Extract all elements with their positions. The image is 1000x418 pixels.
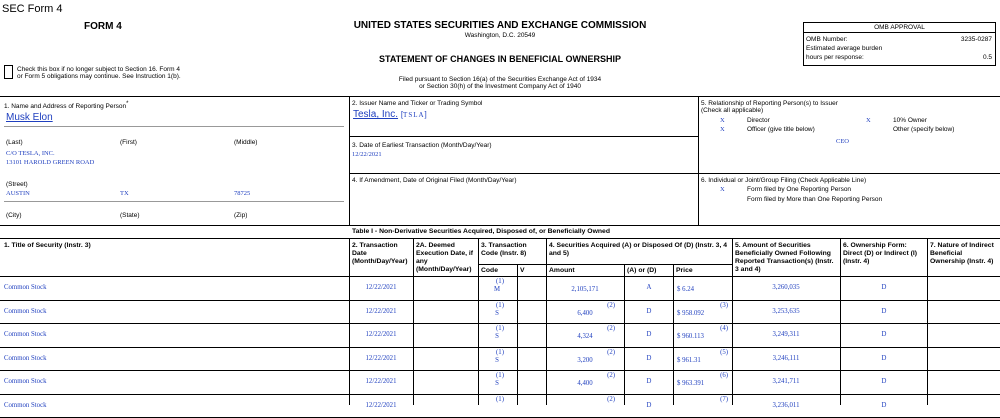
director-label: Director <box>747 117 770 124</box>
row-owned: 3,260,035 <box>772 284 800 291</box>
agency-city: Washington, D.C. 20549 <box>464 32 536 39</box>
middle-label: (Middle) <box>234 139 258 146</box>
row-code-footnote: (1) <box>496 278 504 285</box>
one-person-label: Form filed by One Reporting Person <box>747 186 852 193</box>
state-value: TX <box>120 190 129 197</box>
row-date: 12/22/2021 <box>365 354 397 362</box>
row-divider <box>0 370 1000 371</box>
section16-checkbox[interactable] <box>4 65 13 79</box>
owner-label: 10% Owner <box>893 117 927 124</box>
owner-mark: X <box>866 117 871 124</box>
zip-label: (Zip) <box>234 212 248 219</box>
row-owned: 3,246,111 <box>772 354 800 362</box>
row-price: $ 963.391 <box>677 380 705 387</box>
row-amount: 3,200 <box>577 356 593 364</box>
row-date: 12/22/2021 <box>365 284 397 291</box>
doc-label: SEC Form 4 <box>2 3 63 15</box>
col-v-sub: V <box>520 267 525 274</box>
zip-value: 78725 <box>234 190 251 197</box>
omb-number-label: OMB Number: <box>806 36 848 43</box>
omb-burden-label-1: Estimated average burden <box>806 45 883 52</box>
row-title: Common Stock <box>4 401 47 409</box>
row-owned: 3,236,011 <box>772 401 800 409</box>
row-code: M <box>493 286 501 293</box>
row-divider <box>0 300 1000 301</box>
box3-label: 3. Date of Earliest Transaction (Month/Day/Year) <box>352 142 492 149</box>
officer-title: CEO <box>836 138 849 145</box>
row-owned: 3,253,635 <box>772 307 800 315</box>
row-divider <box>0 323 1000 324</box>
last-label: (Last) <box>6 139 23 146</box>
row-owned: 3,241,711 <box>772 378 800 385</box>
col-owned-header: 5. Amount of Securities Beneficially Owned Following Reported Transaction(s) (Instr. 3 and 4) <box>735 242 834 273</box>
earliest-transaction-date: 12/22/2021 <box>352 151 382 158</box>
officer-label: Officer (give title below) <box>747 126 815 133</box>
checkbox-text-1: Check this box if no longer subject to Section 16. Form 4 <box>17 66 180 73</box>
row-price: $ 961.31 <box>677 356 701 364</box>
row-title: Common Stock <box>4 331 47 338</box>
row-date: 12/22/2021 <box>365 331 397 338</box>
reporting-person-name-link[interactable]: Musk Elon <box>6 112 53 123</box>
row-date: 12/22/2021 <box>365 401 397 409</box>
row-form: D <box>881 401 887 409</box>
row-price-footnote: (5) <box>720 348 728 356</box>
row-code: S <box>495 333 499 340</box>
row-amount: 6,400 <box>577 309 593 317</box>
col-title-header: 1. Title of Security (Instr. 3) <box>4 242 91 249</box>
row-amount-footnote: (2) <box>607 395 615 403</box>
col-deemed-header: 2A. Deemed Execution Date, if any (Month/Day/Year) <box>416 242 474 273</box>
row-aord: A <box>646 284 652 291</box>
statement-title: STATEMENT OF CHANGES IN BENEFICIAL OWNERSHIP <box>378 54 621 64</box>
col-date-header: 2. Transaction Date (Month/Day/Year) <box>352 242 408 265</box>
omb-title: OMB APPROVAL <box>804 24 995 33</box>
row-code-footnote: (1) <box>496 395 504 403</box>
row-title: Common Stock <box>4 378 47 385</box>
address-line-2: 13101 HAROLD GREEN ROAD <box>6 159 95 166</box>
box2-label: 2. Issuer Name and Ticker or Trading Symbol <box>352 100 483 107</box>
omb-number-value: 3235-0287 <box>960 36 992 43</box>
omb-burden-label-2: hours per response: <box>806 54 864 61</box>
row-date: 12/22/2021 <box>365 307 397 315</box>
box6-label: 6. Individual or Joint/Group Filing (Check Applicable Line) <box>701 177 867 184</box>
form-title: FORM 4 <box>84 21 122 32</box>
row-title: Common Stock <box>4 284 47 291</box>
row-price-footnote: (7) <box>720 395 728 403</box>
state-label: (State) <box>120 212 140 219</box>
agency-name: UNITED STATES SECURITIES AND EXCHANGE COMMISSION <box>353 20 647 31</box>
row-code: S <box>495 309 499 317</box>
filed-line-1: Filed pursuant to Section 16(a) of the Securities Exchange Act of 1934 <box>398 76 602 83</box>
row-price: $ 6.24 <box>677 286 694 293</box>
row-amount-footnote: (2) <box>607 325 615 332</box>
row-aord: D <box>646 354 652 362</box>
row-form: D <box>881 284 887 291</box>
one-person-mark: X <box>720 186 725 193</box>
row-code: S <box>495 380 499 387</box>
row-price: $ 958.092 <box>677 309 705 317</box>
row-code-footnote: (1) <box>496 348 504 356</box>
row-form: D <box>881 378 887 385</box>
city-value: AUSTIN <box>6 190 30 197</box>
row-code-footnote: (1) <box>496 372 504 379</box>
row-code-footnote: (1) <box>496 301 504 309</box>
row-code: S <box>495 356 499 364</box>
row-date: 12/22/2021 <box>365 378 397 385</box>
row-divider <box>0 394 1000 395</box>
box1-label: 1. Name and Address of Reporting Person* <box>4 101 129 111</box>
box5-label-2: (Check all applicable) <box>701 107 764 114</box>
row-divider <box>0 347 1000 348</box>
col-code-sub: Code <box>481 267 498 274</box>
row-code-footnote: (1) <box>496 325 504 332</box>
checkbox-text-2: or Form 5 obligations may continue. See Instruction 1(b). <box>17 73 181 80</box>
row-price-footnote: (6) <box>720 372 728 379</box>
omb-burden-value: 0.5 <box>982 54 992 61</box>
row-title: Common Stock <box>4 307 47 315</box>
first-label: (First) <box>120 139 137 146</box>
row-amount-footnote: (2) <box>607 301 615 309</box>
issuer-line: Tesla, Inc. [TSLA] <box>353 109 427 120</box>
officer-mark: X <box>720 126 725 133</box>
col-form-header: 6. Ownership Form: Direct (D) or Indirect (I) (Instr. 4) <box>843 242 918 265</box>
city-label: (City) <box>6 212 22 219</box>
row-amount: 2,105,171 <box>571 286 599 293</box>
row-aord: D <box>646 331 652 338</box>
row-owned: 3,249,311 <box>772 331 800 338</box>
row-amount-footnote: (2) <box>607 372 615 379</box>
multi-person-label: Form filed by More than One Reporting Person <box>747 196 883 203</box>
filed-line-2: or Section 30(h) of the Investment Company Act of 1940 <box>419 83 581 90</box>
issuer-name-link[interactable]: Tesla, Inc. <box>353 109 399 120</box>
col-amount-sub: Amount <box>549 267 575 274</box>
row-aord: D <box>646 401 652 409</box>
col-acquired-header: 4. Securities Acquired (A) or Disposed Of (D) (Instr. 3, 4 and 5) <box>549 242 728 257</box>
col-aord-sub: (A) or (D) <box>627 267 657 274</box>
row-title: Common Stock <box>4 354 47 362</box>
row-price-footnote: (4) <box>720 325 728 332</box>
box4-label: 4. If Amendment, Date of Original Filed (Month/Day/Year) <box>352 177 517 184</box>
box5-label-1: 5. Relationship of Reporting Person(s) to Issuer <box>701 100 838 107</box>
row-amount-footnote: (2) <box>607 348 615 356</box>
row-form: D <box>881 307 887 315</box>
street-label: (Street) <box>6 181 28 188</box>
col-price-sub: Price <box>676 267 693 274</box>
row-amount: 4,400 <box>577 380 593 387</box>
row-price: $ 960.113 <box>677 333 704 340</box>
row-amount: 4,324 <box>577 333 593 340</box>
row-price-footnote: (3) <box>720 301 728 309</box>
address-line-1: C/O TESLA, INC. <box>6 150 55 157</box>
director-mark: X <box>720 117 725 124</box>
table1-title: Table I - Non-Derivative Securities Acquired, Disposed of, or Beneficially Owned <box>352 228 610 235</box>
col-nature-header: 7. Nature of Indirect Beneficial Ownership (Instr. 4) <box>930 242 994 265</box>
col-code-header: 3. Transaction Code (Instr. 8) <box>481 242 527 257</box>
other-label: Other (specify below) <box>893 126 955 133</box>
omb-approval-box <box>803 22 996 66</box>
row-form: D <box>881 331 887 338</box>
row-form: D <box>881 354 887 362</box>
row-aord: D <box>646 378 652 385</box>
row-aord: D <box>646 307 652 315</box>
issuer-ticker: TSLA <box>403 111 425 119</box>
